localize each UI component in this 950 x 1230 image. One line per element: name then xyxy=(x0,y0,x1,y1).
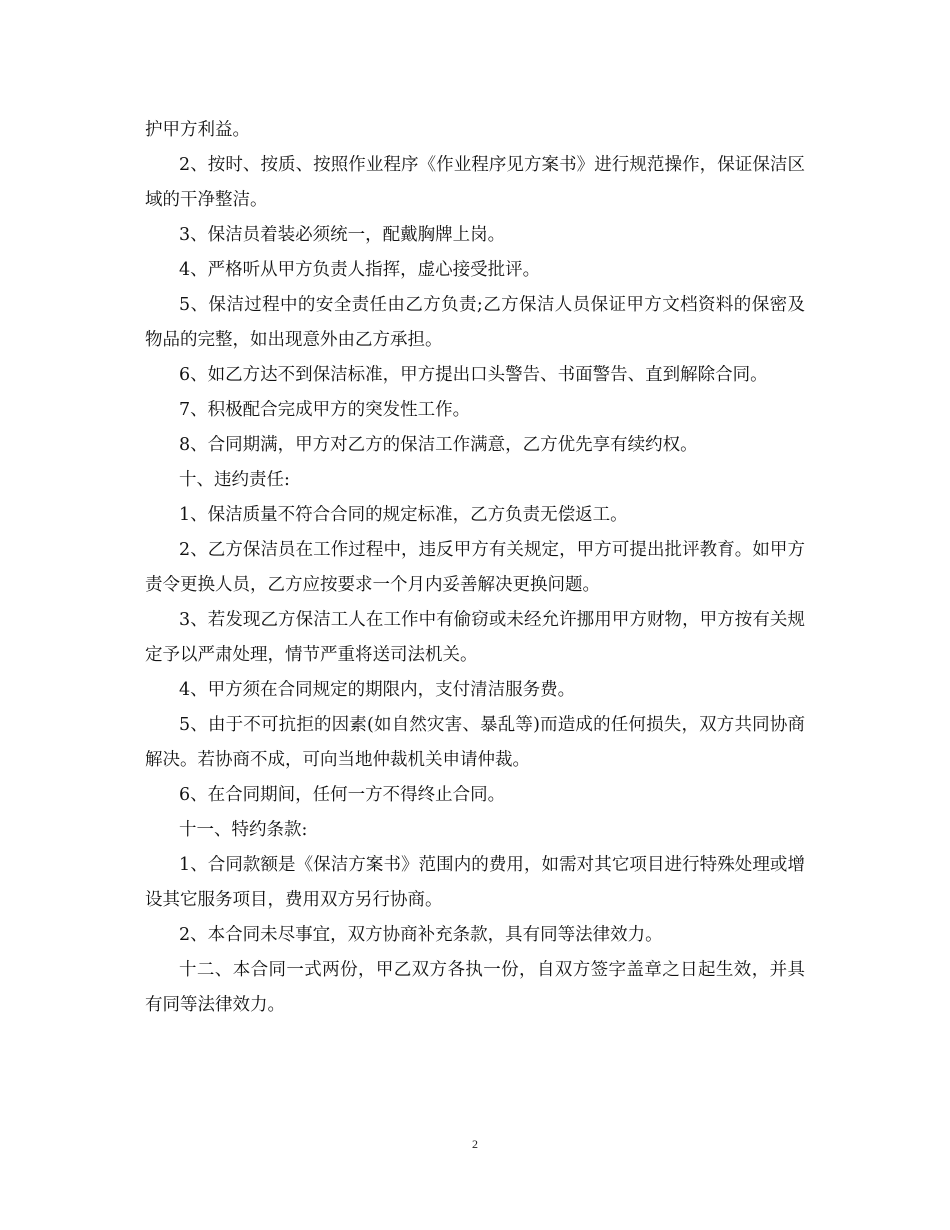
paragraph-special-1: 1、合同款额是《保洁方案书》范围内的费用，如需对其它项目进行特殊处理或增设其它服务项目，费用双方另行协商。 xyxy=(145,855,805,910)
document-body xyxy=(145,113,805,1023)
paragraph-continuation: 护甲方利益。 xyxy=(145,120,250,140)
section-heading-breach: 十、违约责任: xyxy=(179,470,290,490)
paragraph-clause-5: 5、保洁过程中的安全责任由乙方负责;乙方保洁人员保证甲方文档资料的保密及物品的完整，如出现意外由乙方承担。 xyxy=(145,295,805,350)
paragraph-breach-2: 2、乙方保洁员在工作过程中，违反甲方有关规定，甲方可提出批评教育。如甲方责令更换人员，乙方应按要求一个月内妥善解决更换问题。 xyxy=(145,540,805,595)
section-heading-special-terms: 十一、特约条款: xyxy=(179,820,308,840)
paragraph-special-2: 2、本合同未尽事宜，双方协商补充条款，具有同等法律效力。 xyxy=(179,925,663,945)
paragraph-clause-3: 3、保洁员着装必须统一，配戴胸牌上岗。 xyxy=(179,225,506,245)
paragraph-breach-3: 3、若发现乙方保洁工人在工作中有偷窃或未经允许挪用甲方财物，甲方按有关规定予以严肃处理，情节严重将送司法机关。 xyxy=(145,610,805,665)
page-number: 2 xyxy=(472,1137,478,1151)
paragraph-clause-6: 6、如乙方达不到保洁标准，甲方提出口头警告、书面警告、直到解除合同。 xyxy=(179,365,768,385)
paragraph-breach-6: 6、在合同期间，任何一方不得终止合同。 xyxy=(179,785,506,805)
paragraph-clause-4: 4、严格听从甲方负责人指挥，虚心接受批评。 xyxy=(179,260,541,280)
paragraph-section-12: 十二、本合同一式两份，甲乙双方各执一份，自双方签字盖章之日起生效，并具有同等法律效力。 xyxy=(145,960,805,1015)
paragraph-clause-7: 7、积极配合完成甲方的突发性工作。 xyxy=(179,400,471,420)
paragraph-breach-4: 4、甲方须在合同规定的期限内，支付清洁服务费。 xyxy=(179,680,576,700)
paragraph-breach-5: 5、由于不可抗拒的因素(如自然灾害、暴乱等)而造成的任何损失，双方共同协商解决。若协商不成，可向当地仲裁机关申请仲裁。 xyxy=(145,715,805,770)
paragraph-clause-8: 8、合同期满，甲方对乙方的保洁工作满意，乙方优先享有续约权。 xyxy=(179,435,698,455)
paragraph-breach-1: 1、保洁质量不符合合同的规定标准，乙方负责无偿返工。 xyxy=(179,505,628,525)
paragraph-clause-2: 2、按时、按质、按照作业程序《作业程序见方案书》进行规范操作，保证保洁区域的干净整洁。 xyxy=(145,155,805,210)
